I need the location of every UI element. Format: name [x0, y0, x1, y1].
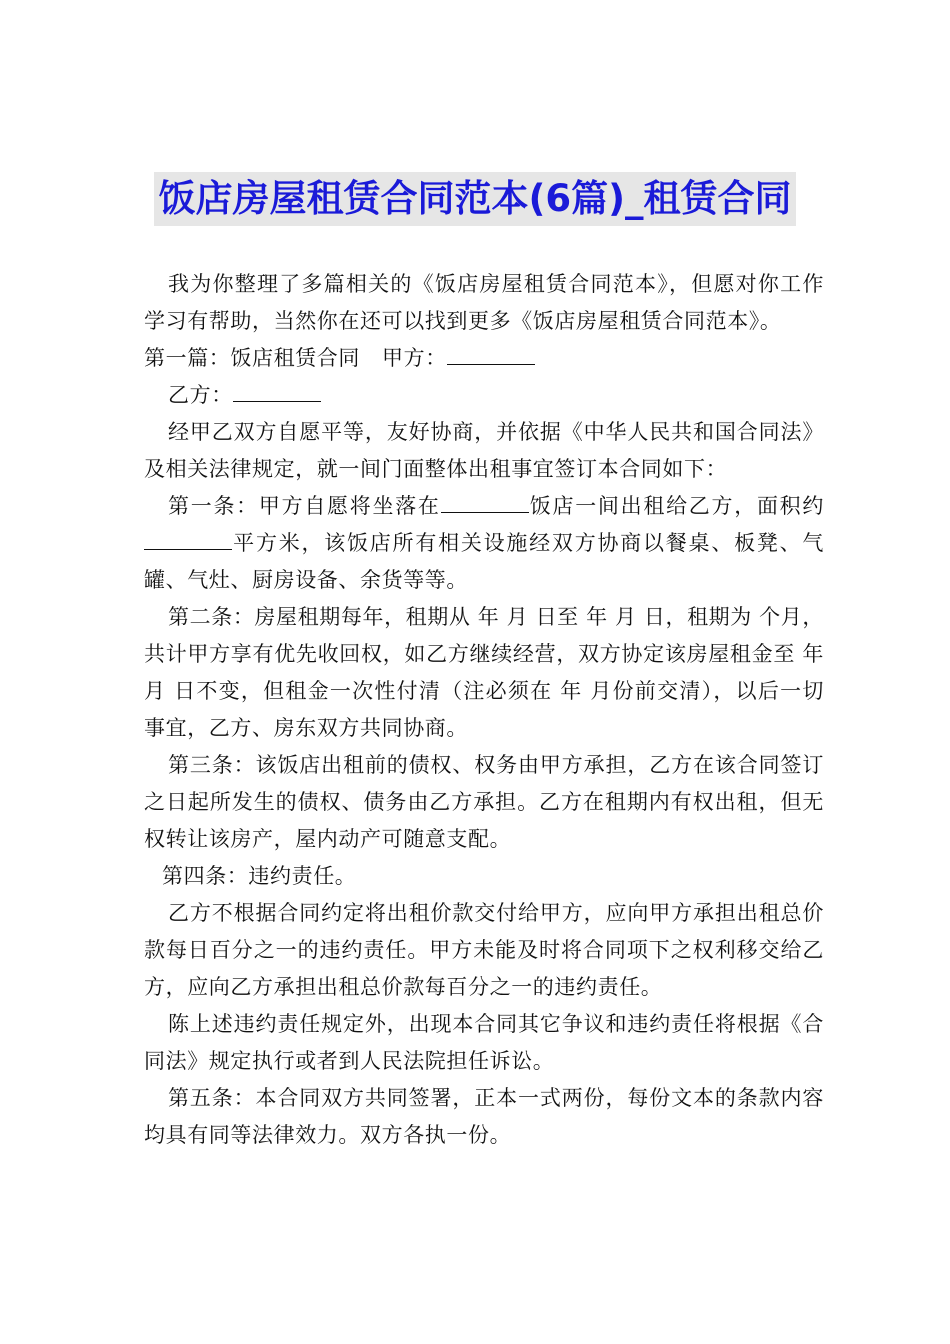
- document-title: 饭店房屋租赁合同范本(6篇)_租赁合同: [154, 172, 795, 226]
- article-4-paragraph-2: 陈上述违约责任规定外，出现本合同其它争议和违约责任将根据《合同法》规定执行或者到人民法院担任诉讼。: [144, 1012, 824, 1073]
- article-4-paragraph-1: 乙方不根据合同约定将出租价款交付给甲方，应向甲方承担出租总价款每日百分之一的违约责任。甲方未能及时将合同项下之权利移交给乙方，应向乙方承担出租总价款每百分之一的违约责任。: [144, 901, 824, 999]
- party-a-blank: [447, 346, 535, 365]
- preamble-paragraph: 经甲乙双方自愿平等，友好协商，并依据《中华人民共和国合同法》及相关法律规定，就一间门面整体出租事宜签订本合同如下：: [144, 420, 824, 481]
- section-one-line: [144, 340, 824, 377]
- area-blank: [144, 531, 232, 550]
- article-1-paragraph: [144, 488, 824, 599]
- article-3-paragraph: 第三条：该饭店出租前的债权、权务由甲方承担，乙方在该合同签订之日起所发生的债权、债务由乙方承担。乙方在租期内有权出租，但无权转让该房产，屋内动产可随意支配。: [144, 753, 824, 851]
- article-1-text-b: 饭店一间出租给乙方，面积约: [528, 494, 824, 518]
- title-container: [0, 172, 950, 226]
- party-b-label: 乙方：: [168, 383, 233, 407]
- intro-paragraph: 我为你整理了多篇相关的《饭店房屋租赁合同范本》，但愿对你工作学习有帮助，当然你在还可以找到更多《饭店房屋租赁合同范本》。: [144, 272, 824, 333]
- party-b-line: [144, 377, 824, 414]
- article-5-paragraph: 第五条：本合同双方共同签署，正本一式两份，每份文本的条款内容均具有同等法律效力。双方各执一份。: [144, 1086, 824, 1147]
- section-one-heading: 第一篇：饭店租赁合同: [144, 346, 360, 370]
- article-1-text-a: 第一条：甲方自愿将坐落在: [168, 494, 441, 518]
- article-4-heading: 第四条：违约责任。: [162, 864, 357, 888]
- party-a-label: 甲方：: [382, 346, 447, 370]
- location-blank: [441, 494, 529, 513]
- party-b-blank: [233, 383, 321, 402]
- article-2-paragraph: 第二条：房屋租期每年，租期从 年 月 日至 年 月 日，租期为 个月，共计甲方享有优先收回权，如乙方继续经营，双方协定该房屋租金至 年 月 日不变，但租金一次性付清（注必须在 年 月份前交清），以后一切事宜，乙方、房东双方共同协商。: [144, 605, 824, 740]
- article-1-text-c: 平方米，该饭店所有相关设施经双方协商以餐桌、板凳、气罐、气灶、厨房设备、余货等等。: [144, 531, 824, 592]
- document-body: [144, 266, 824, 1154]
